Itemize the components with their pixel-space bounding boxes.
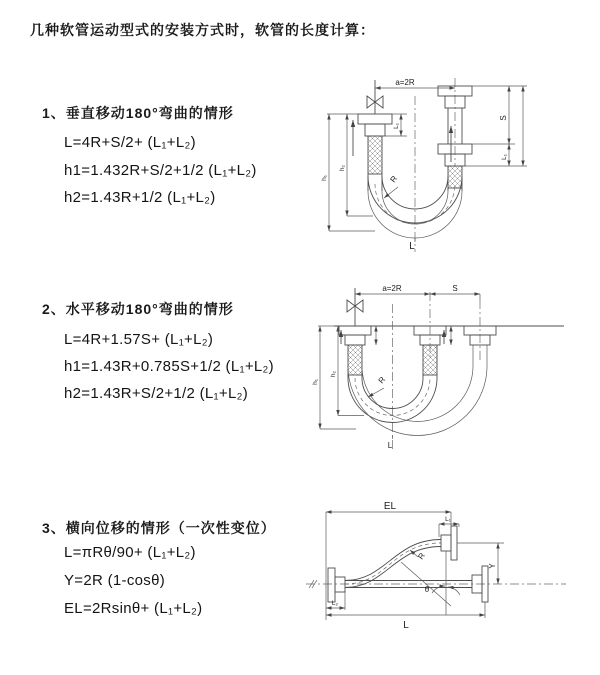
section-3-formula-EL: EL=2Rsinθ+ (L₁+L₂): [64, 600, 203, 617]
dim-label-el: EL: [383, 501, 397, 512]
dim-label-h2: h₂: [330, 370, 337, 378]
section-1-formula-h1: h1=1.432R+S/2+1/2 (L₁+L₂): [64, 162, 257, 179]
dim-label-l1-right: L₁: [501, 154, 508, 160]
dim-label-y: Y: [488, 563, 497, 569]
section-1-heading: 1、垂直移动180°弯曲的情形: [42, 105, 234, 121]
dim-label-l-bottom: L: [409, 241, 415, 252]
braided-hose-left: [348, 345, 362, 375]
dim-label-theta: θ: [424, 585, 430, 594]
angle-arc-right: [448, 587, 460, 595]
dim-label-l1: L₁: [445, 516, 451, 523]
flange-left: [339, 326, 371, 335]
dim-label-h1: h₁: [312, 379, 319, 385]
dim-label-l1-left: L₁: [393, 123, 400, 129]
dim-label-h1: h₁: [321, 175, 328, 181]
flange-upper-displaced: [441, 535, 451, 551]
angle-arc-left: [432, 586, 445, 593]
section-2-formula-h1: h1=1.43R+0.785S+1/2 (L₁+L₂): [64, 358, 274, 375]
dim-label-l-bottom: L: [403, 620, 409, 631]
braided-hose-right: [448, 166, 462, 188]
dim-label-r: R: [376, 375, 388, 386]
diagram-vertical-180-bend: [315, 66, 585, 256]
hose-s-curve: [345, 540, 441, 581]
dim-label-a2r: a=2R: [382, 284, 402, 293]
dim-label-h2: h₂: [339, 164, 346, 172]
section-2-formula-L: L=4R+1.57S+ (L₁+L₂): [64, 331, 214, 348]
doc-title: 几种软管运动型式的安装方式时，软管的长度计算：: [30, 22, 375, 38]
section-3-formula-L: L=πRθ/90+ (L₁+L₂): [64, 544, 196, 561]
diagram-horizontal-180-bend: [308, 280, 598, 460]
section-3-formula-Y: Y=2R (1-cosθ): [64, 572, 166, 589]
dim-label-r: R: [416, 551, 427, 562]
section-2-heading: 2、水平移动180°弯曲的情形: [42, 301, 234, 317]
section-3-heading: 3、横向位移的情形（一次性变位）: [42, 520, 276, 536]
flange-left: [328, 568, 335, 602]
section-2-formula-h2: h2=1.43R+S/2+1/2 (L₁+L₂): [64, 385, 249, 402]
dim-label-r: R: [388, 174, 400, 185]
section-1-formula-h2: h2=1.43R+1/2 (L₁+L₂): [64, 189, 216, 206]
braided-hose-middle: [423, 345, 437, 375]
dim-label-a2r: a=2R: [395, 78, 415, 87]
dim-label-s: S: [452, 284, 458, 293]
dim-label-s: S: [499, 115, 508, 121]
diagram-lateral-displacement: [298, 500, 598, 648]
section-1-formula-L: L=4R+S/2+ (L₁+L₂): [64, 134, 196, 151]
braided-hose-left: [368, 136, 382, 174]
dim-label-l2: L₂: [331, 600, 339, 607]
left-flange: [358, 114, 392, 124]
dim-label-l-bottom: L: [387, 441, 393, 450]
